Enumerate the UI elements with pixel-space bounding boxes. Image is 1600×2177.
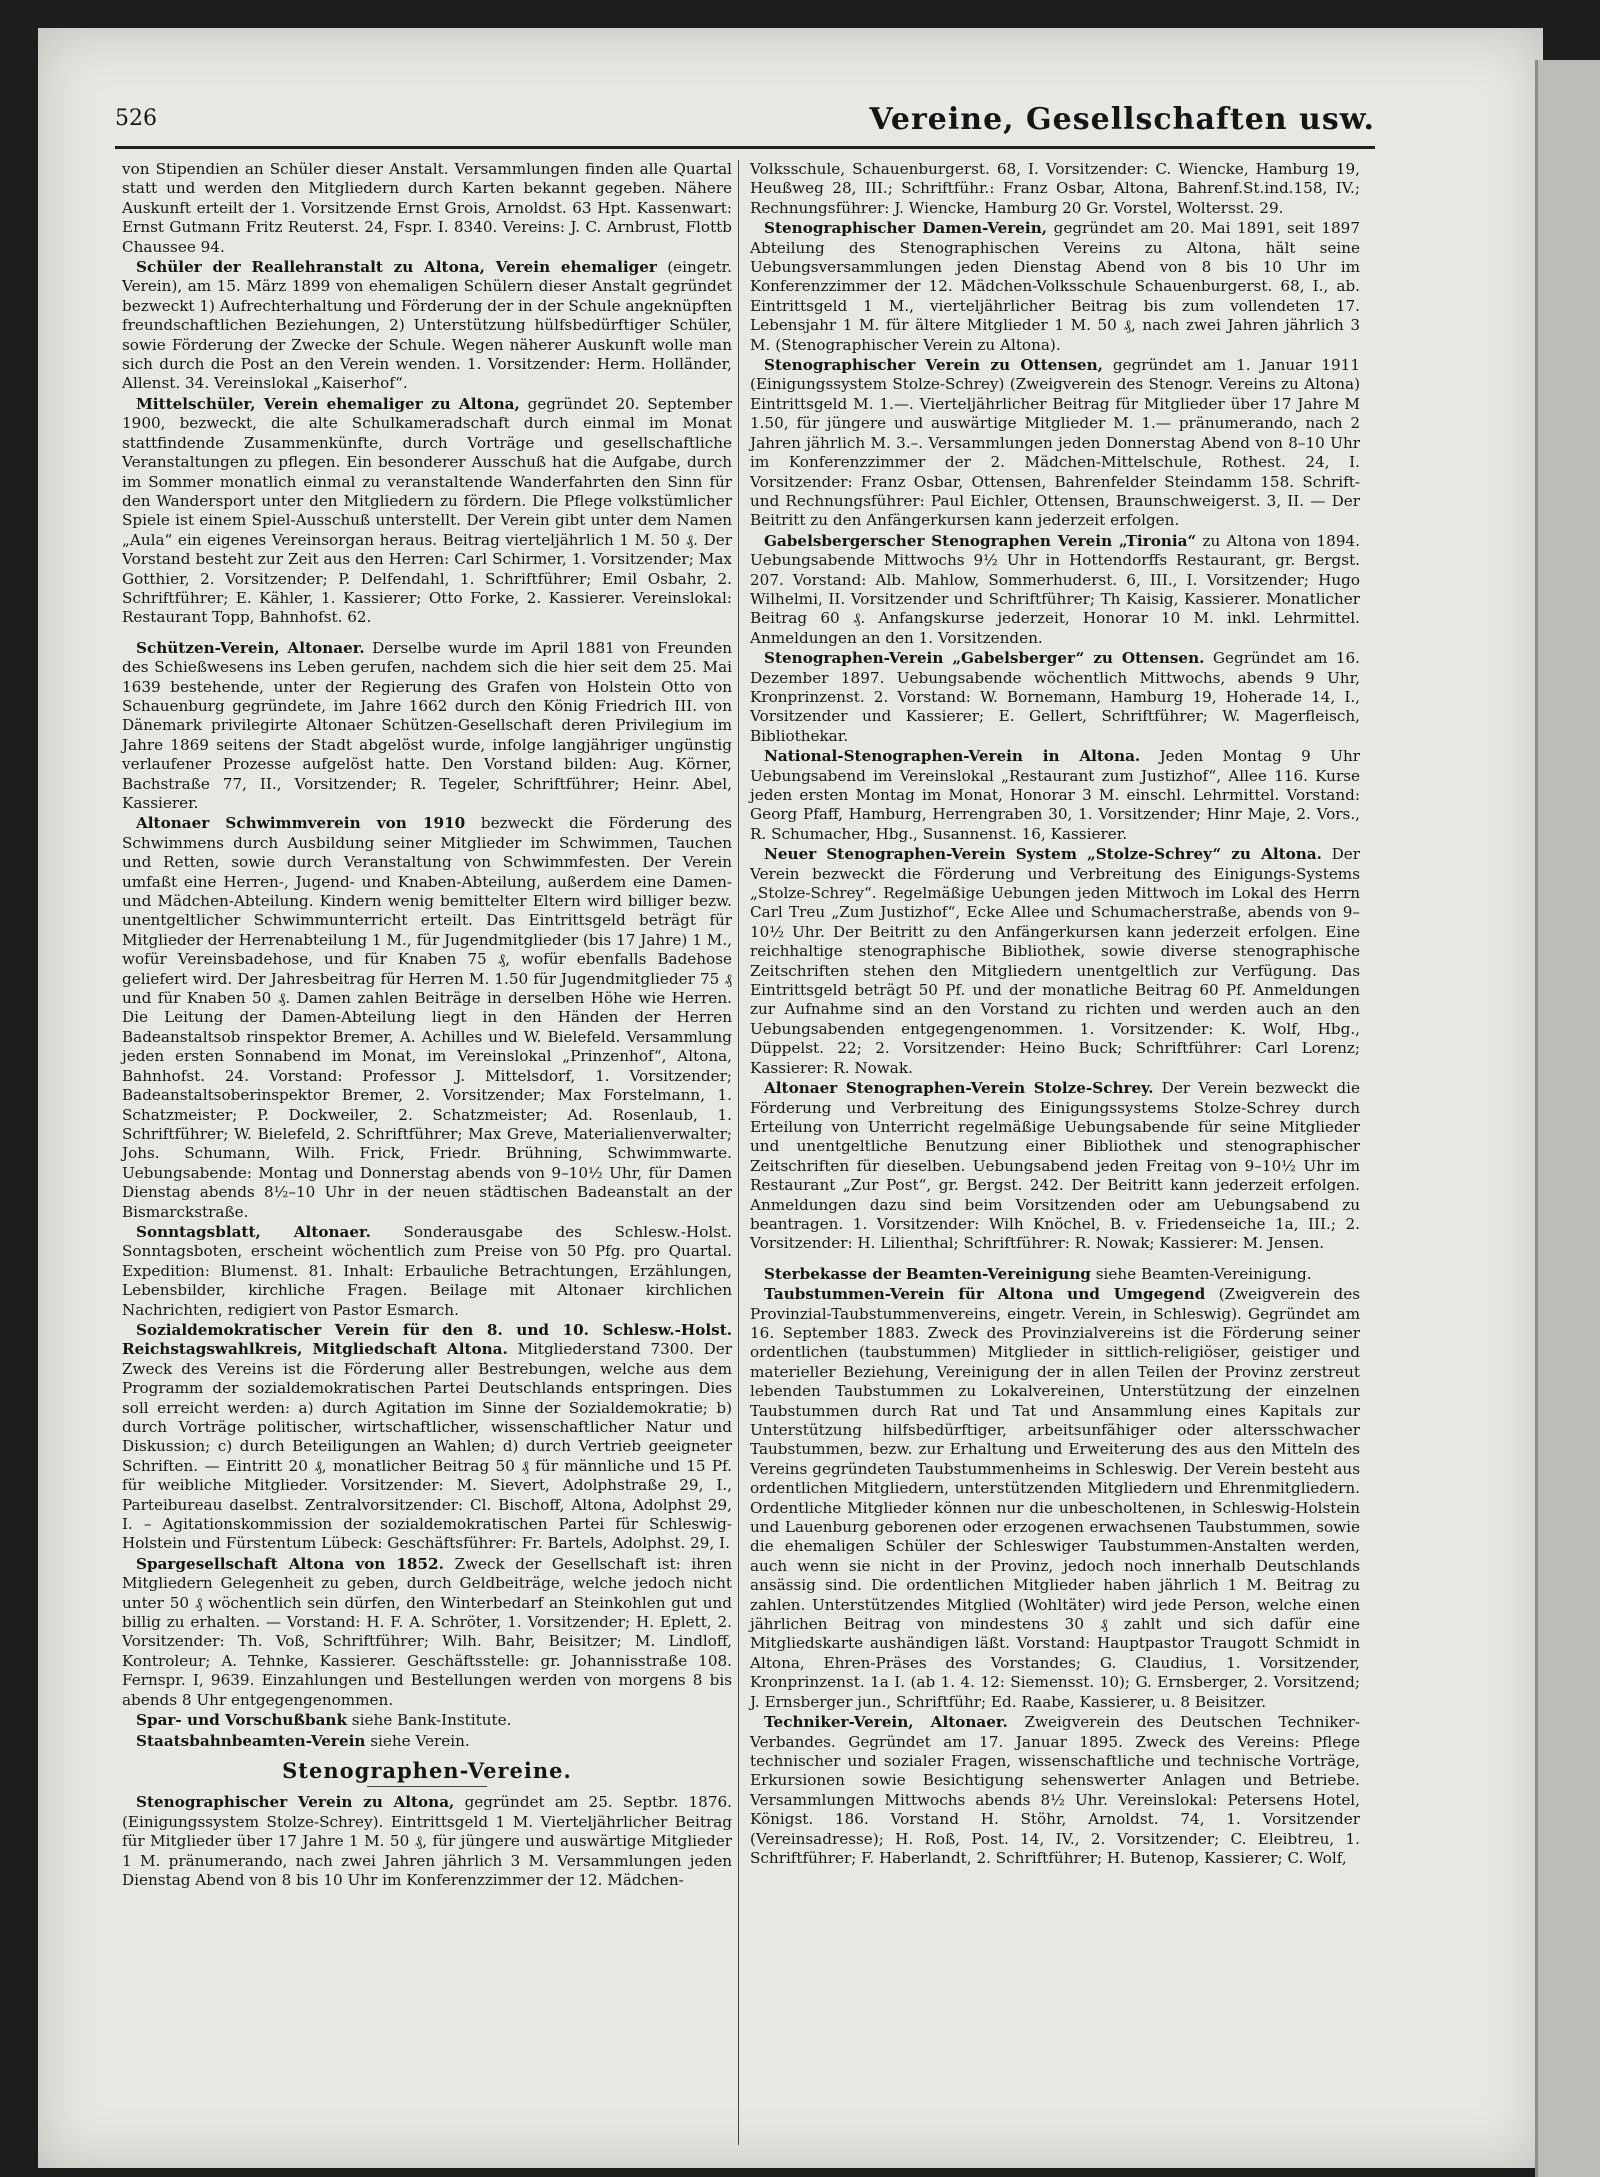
entry-steno1876-cont	[750, 160, 1360, 218]
entry-gap	[750, 1255, 1360, 1265]
entry-gap	[122, 629, 732, 639]
running-head: Vereine, Gesellschaften usw.	[869, 102, 1375, 137]
entry-name: Stenographen-Verein „Gabelsberger“ zu Ottensen.	[764, 649, 1205, 668]
entry-taubstumm	[750, 1285, 1360, 1712]
entry-name: Taubstummen-Verein für Altona und Umgegend	[764, 1285, 1206, 1304]
right-entries	[750, 160, 1360, 1868]
entry-realleh	[122, 258, 732, 394]
entry-name: Spar- und Vorschußbank	[136, 1711, 347, 1730]
entry-sonntag	[122, 1223, 732, 1320]
entry-steno1876	[122, 1793, 732, 1890]
entry-text: Mitgliederstand 7300. Der Zweck des Vereins ist die Förderung aller Bestrebungen, welche aus dem Programm der sozialdemokratischen Partei Deutschlands entspringen. Dies soll erreicht werden: a) durch Agitation im Sinne der Sozialdemokratie; b) durch Vorträge politischer, wirtschaftlicher, wissenschaftlicher Natur und Diskussion; c) durch Beteiligungen an Wahlen; d) durch Vertrieb geeigneter Schriften. — Eintritt 20 ₰, monatlicher Beitrag 50 ₰ für männliche und 15 Pf. für weibliche Mitglieder. Vorsitzender: M. Sievert, Adolphstraße 29, I., Parteibureau daselbst. Zentralvorsitzender: Cl. Bischoff, Altona, Adolphst 29, I. – Agitationskommission der sozialdemokratischen Partei für Schleswig-Holstein und Fürstentum Lübeck: Geschäftsführer: Fr. Bartels, Adolphst. 29, I.	[122, 1340, 733, 1553]
entry-sozial	[122, 1321, 732, 1554]
entry-name: Mittelschüler, Verein ehemaliger zu Altona,	[136, 394, 520, 413]
entry-text: gegründet am 1. Januar 1911 (Einigungssystem Stolze-Schrey) (Zweigverein des Stenogr. Vereins zu Altona) Eintrittsgeld M. 1.—. Vierteljährlicher Beitrag für Mitglieder über 17 Jahre M 1.50, für jüngere und auswärtige Mitglieder M. 1.— pränumerando, nach 2 Jahren jährlich M. 3.–. Versammlungen jeden Donnerstag Abend von 8–10 Uhr im Konferenzzimmer der 2. Mädchen-Mittelschule, Rothest. 24, I. Vorsitzender: Franz Osbar, Ottensen, Bahrenfelder Steindamm 158. Schrift- und Rechnungsführer: Paul Eichler, Ottensen, Braunschweigerst. 3, II. — Der Beitritt zu den Anfängerkursen kann jederzeit erfolgen.	[750, 356, 1361, 530]
entry-name: Techniker-Verein, Altonaer.	[764, 1713, 1008, 1732]
entry-text: von Stipendien an Schüler dieser Anstalt. Versammlungen finden alle Quartal statt und werden den Mitgliedern durch Karten bekannt gegeben. Nähere Auskunft erteilt der 1. Vorsitzende Ernst Grois, Arnoldst. 63 Hpt. Kassenwart: Ernst Gutmann Fritz Reuterst. 24, Fspr. I. 8340. Vereins: J. C. Arnbrust, Flottb Chaussee 94.	[122, 160, 732, 256]
entry-ottensen1911	[750, 356, 1360, 531]
entry-text: Zweigverein des Deutschen Techniker-Verbandes. Gegründet am 17. Januar 1895. Zweck des Vereins: Pflege technischer und sozialer Fragen, wissenschaftliche und technische Vorträge, Erkursionen sowie Besichtigung sehenswerter Anlagen und Betriebe. Versammlungen Mittwochs abends 8½ Uhr. Vereinslokal: Petersens Hotel, Königst. 186. Vorstand H. Stöhr, Arnoldst. 74, 1. Vorsitzender (Vereinsadresse); H. Roß, Post. 14, IV., 2. Vorsitzender; C. Eleibtreu, 1. Schriftführer; F. Haberlandt, 2. Schriftführer; H. Butenop, Kassierer; C. Wolf,	[750, 1713, 1360, 1867]
entry-text: Gegründet am 16. Dezember 1897. Uebungsabende wöchentlich Mittwochs, abends 9 Uhr, Kronprinzenst. 2. Vorstand: W. Bornemann, Hamburg 19, Hoherade 14, I., Vorsitzender und Kassierer; E. Gellert, Schriftführer; W. Magerfleisch, Bibliothekar.	[750, 649, 1360, 745]
entry-sparvorschuss	[122, 1711, 732, 1730]
section-title: Stenographen-Vereine.	[282, 1757, 572, 1783]
entry-damen	[750, 219, 1360, 355]
entry-staatsbahn	[122, 1732, 732, 1751]
entry-name: Staatsbahnbeamten-Verein	[136, 1731, 366, 1750]
entry-text: gegründet am 25. Septbr. 1876. (Einigungssystem Stolze-Schrey). Eintrittsgeld 1 M. Vierteljährlicher Beitrag für Mitglieder über 17 Jahre 1 M. 50 ₰, für jüngere und auswärtige Mitglieder 1 M. pränumerando, nach zwei Jahren jährlich 3 M. Versammlungen jeden Dienstag Abend von 8 bis 10 Uhr im Konferenzzimmer der 12. Mädchen-	[122, 1793, 732, 1889]
left-tail-entries	[122, 1793, 732, 1890]
entry-text: Derselbe wurde im April 1881 von Freunden des Schießwesens ins Leben gerufen, nachdem sich die hier seit dem 25. Mai 1639 bestehende, unter der Regierung des Grafen von Holstein Otto von Schauenburg gegründete, im Jahre 1662 durch den König Friedrich III. von Dänemark privilegirte Altonaer Schützen-Gesellschaft deren Privilegium im Jahre 1869 seitens der Stadt abgelöst wurde, infolge langjähriger ungünstig verlaufener Prozesse aufgelöst hatte. Den Vorstand bilden: Aug. Körner, Bachstraße 77, II., Vorsitzender; R. Tegeler, Schriftführer; Heinr. Abel, Kassierer.	[122, 638, 732, 812]
entry-text: Jeden Montag 9 Uhr Uebungsabend im Vereinslokal „Restaurant zum Justizhof“, Allee 116. Kurse jeden ersten Montag im Monat, Honorar 3 M. einschl. Lehrmittel. Vorstand: Georg Pfaff, Hamburg, Herrengraben 30, 1. Vorsitzender; Hinr Maje, 2. Vors., R. Schumacher, Hbg., Susannenst. 16, Kassierer.	[750, 747, 1360, 843]
entry-text: gegründet am 20. Mai 1891, seit 1897 Abteilung des Stenographischen Vereins zu Altona, hält seine Uebungsversammlungen jeden Dienstag Abend von 8 bis 10 Uhr im Konferenzzimmer der 12. Mädchen-Volksschule Schauenburgerst. 68, I., ab. Eintrittsgeld 1 M., vierteljährlicher Beitrag bis zum vollendeten 17. Lebensjahr 1 M. für ältere Mitglieder 1 M. 50 ₰, nach zwei Jahren jährlich 3 M. (Stenographischer Verein zu Altona).	[750, 219, 1360, 354]
entry-name: Stenographischer Damen-Verein,	[764, 219, 1048, 238]
entry-text: Sonderausgabe des Schlesw.-Holst. Sonntagsboten, erscheint wöchentlich zum Preise von 50 Pfg. pro Quartal. Expedition: Blumenst. 81. Inhalt: Erbauliche Betrachtungen, Erzählungen, Lebensbilder, kirchliche Fragen. Beilage mit Altonaer kirchlichen Nachrichten, redigiert von Pastor Esmarch.	[122, 1222, 732, 1319]
entry-tironia	[750, 532, 1360, 648]
entry-name: Sonntagsblatt, Altonaer.	[136, 1222, 371, 1241]
entry-text: (Zweigverein des Provinzial-Taubstummenvereins, eingetr. Verein, in Schleswig). Gegründet am 16. September 1883. Zweck des Provinzialvereins ist die Förderung seiner ordentlichen (taubstummen) Mitglieder in sittlich-religiöser, geistiger und materieller Beziehung, Vereinigung der in allen Teilen der Provinz zerstreut lebenden Taubstummen zu Lokalvereinen, Unterstützung der einzelnen Taubstummen durch Rat und Tat und Ansammlung eines Kapitals zur Unterstützung hilfsbedürftiger, arbeitsunfähiger oder altersschwacher Taubstummen, bezw. zur Erhaltung und Erweiterung des aus den Mitteln des Vereins gegründeten Taubstummenheims in Schleswig. Der Verein besteht aus ordentlichen Mitgliedern, unterstützenden Mitgliedern und Ehrenmitgliedern. Ordentliche Mitglieder können nur die unbescholtenen, in Schleswig-Holstein und Lauenburg geborenen oder erzogenen erwachsenen Taubstummen, sowie die ehemaligen Schüler der Schleswiger Taubstummen-Anstalten werden, auch wenn sie nicht in der Provinz, jedoch noch innerhalb Deutschlands ansässig sind. Die ordentlichen Mitglieder haben jährlich 1 M. Beitrag zu zahlen. Unterstützendes Mitglied (Wohltäter) wird jede Person, welche einen jährlichen Beitrag von mindestens 30 ₰ zahlt und sich dafür eine Mitgliedskarte aushändigen läßt. Vorstand: Hauptpastor Traugott Schmidt in Altona, Ehren-Präses des Vorstandes; G. Claudius, 1. Vorsitzender, Kronprinzenst. 1a I. (ab 1. 4. 12: Siemensst. 10); G. Ernsberger, 2. Vorsitzend; J. Ernsberger jun., Schriftführ; Ed. Raabe, Kassierer, u. 8 Beisitzer.	[750, 1285, 1360, 1711]
entry-name: Gabelsbergerscher Stenographen Verein „Tironia“	[764, 531, 1197, 550]
entry-schwimm	[122, 814, 732, 1222]
entry-sterbekasse	[750, 1265, 1360, 1284]
entry-text: Der Verein bezweckt die Förderung und Verbreitung des Einigungssystems Stolze-Schrey durch Erteilung von Unterricht regelmäßige Uebungsabende für seine Mitglieder und unentgeltliche Benutzung einer Bibliothek und stenographischer Zeitschriften für dieselben. Uebungsabend jeden Freitag von 9–10½ Uhr im Restaurant „Zur Post“, gr. Bergst. 242. Der Beitritt kann jederzeit erfolgen. Anmeldungen dazu sind beim Vorsitzenden oder am Uebungsabend zu beantragen. 1. Vorsitzender: Wilh Knöchel, B. v. Friedenseiche 1a, III.; 2. Vorsitzender: H. Lilienthal; Schriftführer: R. Nowak; Kassierer: M. Jensen.	[750, 1079, 1360, 1253]
entry-name: Neuer Stenographen-Verein System „Stolze-Schrey“ zu Altona.	[764, 845, 1322, 864]
entry-name: Schützen-Verein, Altonaer.	[136, 638, 365, 657]
entry-name: National-Stenographen-Verein in Altona.	[764, 747, 1141, 766]
entry-text: (eingetr. Verein), am 15. März 1899 von ehemaligen Schülern dieser Anstalt gegründet bezweckt 1) Aufrechterhaltung und Förderung der in der Schule angeknüpften freundschaftlichen Beziehungen, 2) Unterstützung hülfsbedürftiger Schüler, sowie Förderung der Zwecke der Schule. Wegen näherer Auskunft wolle man sich durch die Post an den Verein wenden. 1. Vorsitzender: Herm. Holländer, Allenst. 34. Vereinslokal „Kaiserhof“.	[122, 258, 732, 393]
entry-stip-cont	[122, 160, 732, 257]
section-rule	[367, 1786, 487, 1787]
page-header	[115, 100, 1375, 144]
left-column	[122, 160, 732, 1891]
entry-name: Altonaer Stenographen-Verein Stolze-Schrey.	[764, 1079, 1154, 1098]
right-column	[750, 160, 1360, 1869]
entry-name: Spargesellschaft Altona von 1852.	[136, 1554, 444, 1573]
entry-text: zu Altona von 1894. Uebungsabende Mittwochs 9½ Uhr in Hottendorffs Restaurant, gr. Bergst. 207. Vorstand: Alb. Mahlow, Sommerhuderst. 6, III., I. Vorsitzender; Hugo Wilhelmi, II. Vorsitzender und Schriftführer; Th Kaisig, Kassierer. Monatlicher Beitrag 60 ₰. Anfangskurse jederzeit, Honorar 10 M. inkl. Lehrmittel. Anmeldungen an den 1. Vorsitzenden.	[750, 531, 1360, 647]
entry-text: gegründet 20. September 1900, bezweckt, die alte Schulkameradschaft durch einmal im Monat stattfindende Zusammenkünfte, durch Vorträge und gesellschaftliche Veranstaltungen zu pflegen. Ein besonderer Ausschuß hat die Aufgabe, durch im Sommer monatlich einmal zu veranstaltende Wanderfahrten den Sinn für den Wandersport unter den Mitgliedern zu fördern. Die Pflege volkstümlicher Spiele ist einem Spiel-Ausschuß unterstellt. Der Verein gibt unter dem Namen „Aula“ ein eigenes Vereinsorgan heraus. Beitrag vierteljährlich 1 M. 50 ₰. Der Vorstand besteht zur Zeit aus den Herren: Carl Schirmer, 1. Vorsitzender; Max Gotthier, 2. Vorsitzender; P. Delfendahl, 1. Schriftführer; Emil Osbahr, 2. Schriftführer; E. Kähler, 1. Kassierer; Otto Forke, 2. Kassierer. Vereinslokal: Restaurant Topp, Bahnhofst. 62.	[122, 394, 733, 627]
entry-spar1852	[122, 1555, 732, 1710]
entry-stolzeschrey	[750, 1079, 1360, 1254]
entry-name: Stenographischer Verein zu Altona,	[136, 1793, 455, 1812]
entry-name: Stenographischer Verein zu Ottensen,	[764, 356, 1103, 375]
entry-text: Zweck der Gesellschaft ist: ihren Mitgliedern Gelegenheit zu geben, durch Geldbeiträge, welche jedoch nicht unter 50 ₰ wöchentlich sein dürfen, den Winterbedarf an Steinkohlen gut und billig zu erhalten. — Vorstand: H. F. A. Schröter, 1. Vorsitzender; H. Eplett, 2. Vorsitzender: Th. Voß, Schriftführer; Wilh. Bahr, Beisitzer; M. Lindloff, Kontroleur; A. Tehnke, Kassierer. Geschäftsstelle: gr. Johannisstraße 108. Fernspr. I, 9639. Einzahlungen und Bestellungen werden von morgens 8 bis abends 8 Uhr entgegengenommen.	[122, 1554, 732, 1709]
left-entries	[122, 160, 732, 1751]
entry-text: Der Verein bezweckt die Förderung und Verbreitung des Einigungs-Systems „Stolze-Schrey“. Regelmäßige Uebungen jeden Mittwoch im Lokal des Herrn Carl Treu „Zum Justizhof“, Ecke Allee und Schumacherstraße, abends von 9–10½ Uhr. Der Beitritt zu den Anfängerkursen kann jederzeit erfolgen. Eine reichhaltige stenographische Bibliothek, sowie diverse stenographische Zeitschriften stehen den Mitgliedern unentgeltlich zur Verfügung. Das Eintrittsgeld beträgt 50 Pf. und der monatliche Beitrag 60 Pf. Anmeldungen zur Aufnahme sind an den Vorstand zu richten und werden auch an den Uebungsabenden entgegengenommen. 1. Vorsitzender: K. Wolf, Hbg., Düppelst. 22; 2. Vorsitzender: Heino Buck; Schriftführer: Carl Lorenz; Kassierer: R. Nowak.	[750, 845, 1360, 1077]
entry-text: Volksschule, Schauenburgerst. 68, I. Vorsitzender: C. Wiencke, Hamburg 19, Heußweg 28, III.; Schriftführ.: Franz Osbar, Altona, Bahrenf.St.ind.158, IV.; Rechnungsführer: J. Wiencke, Hamburg 20 Gr. Vorstel, Woltersst. 29.	[750, 160, 1360, 217]
header-rule	[115, 146, 1375, 149]
entry-name: Schüler der Reallehranstalt zu Altona, Verein ehemaliger	[136, 258, 657, 277]
entry-name: Altonaer Schwimmverein von 1910	[136, 814, 466, 833]
entry-national	[750, 747, 1360, 844]
page-number: 526	[115, 106, 157, 131]
entry-gabelsberger	[750, 649, 1360, 746]
column-divider	[738, 160, 739, 2145]
entry-name: Sterbekasse der Beamten-Vereinigung	[764, 1264, 1091, 1283]
entry-text: siehe Bank-Institute.	[346, 1711, 512, 1730]
entry-schuetzen	[122, 639, 732, 814]
entry-text: siehe Beamten-Vereinigung.	[1090, 1264, 1312, 1283]
entry-neuer	[750, 845, 1360, 1078]
entry-techniker	[750, 1713, 1360, 1868]
entry-text: siehe Verein.	[365, 1731, 470, 1750]
entry-name: Sozialdemokratischer Verein für den 8. und 10. Schlesw.-Holst. Reichstagswahlkreis, Mitgliedschaft Altona.	[122, 1320, 732, 1359]
next-page-edge	[1535, 60, 1600, 2177]
entry-text: bezweckt die Förderung des Schwimmens durch Ausbildung seiner Mitglieder im Schwimmen, Tauchen und Retten, sowie durch Veranstaltung von Schwimmfesten. Der Verein umfaßt eine Herren-, Jugend- und Knaben-Abteilung, außerdem eine Damen- und Mädchen-Abteilung. Kindern wenig bemittelter Eltern wird billiger bezw. unentgeltlicher Schwimmunterricht erteilt. Das Eintrittsgeld beträgt für Mitglieder der Herrenabteilung 1 M., für Jugendmitglieder (bis 17 Jahre) 1 M., wofür Vereinsbadehose, und für Knaben 75 ₰, wofür ebenfalls Badehose geliefert wird. Der Jahresbeitrag für Herren M. 1.50 für Jugendmitglieder 75 ₰ und für Knaben 50 ₰. Damen zahlen Beiträge in derselben Höhe wie Herren. Die Leitung der Damen-Abteilung liegt in den Händen der Herren Badeanstaltsob rinspektor Bremer, A. Achilles und W. Bielefeld. Versammlung jeden ersten Sonnabend im Monat, im Vereinslokal „Prinzenhof“, Altona, Bahnhofst. 24. Vorstand: Professor J. Mittelsdorf, 1. Vorsitzender; Badeanstaltsoberinspektor Bremer, 2. Vorsitzender; Max Forstelmann, 1. Schatzmeister; P. Dockweiler, 2. Schatzmeister; Ad. Rosenlaub, 1. Schriftführer; W. Bielefeld, 2. Schriftführer; Max Greve, Materialienverwalter; Johs. Schumann, Wilh. Frick, Friedr. Brühning, Schwimmwarte. Uebungsabende: Montag und Donnerstag abends von 9–10½ Uhr, für Damen Dienstag abends 8½–10 Uhr in der neuen städtischen Badeanstalt an der Bismarckstraße.	[122, 814, 732, 1221]
entry-mittel	[122, 395, 732, 628]
